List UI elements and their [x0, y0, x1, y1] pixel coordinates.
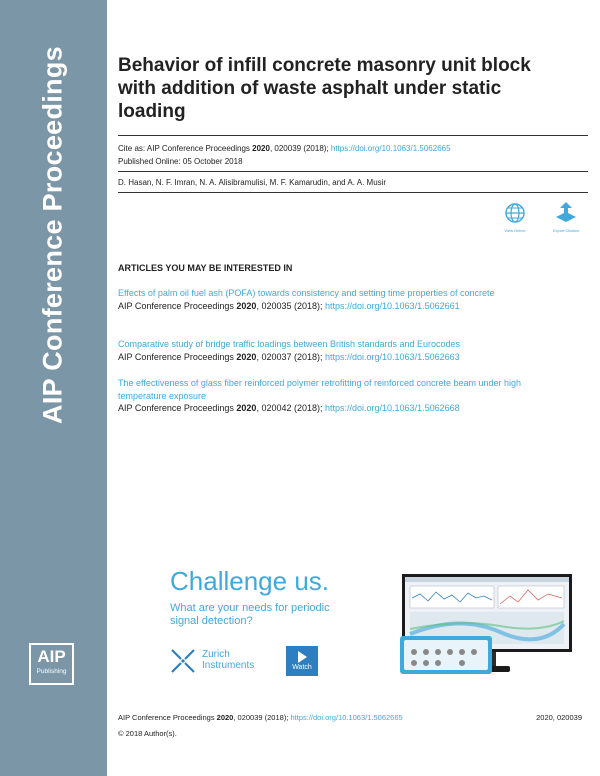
footer-citation — [118, 713, 403, 722]
related-article — [118, 377, 558, 415]
authors[interactable]: D. Hasan, N. F. Imran, N. A. Alisibramulisi, M. F. Kamarudin, and A. A. Musir — [118, 178, 387, 187]
related-doi-link[interactable]: https://doi.org/10.1063/1.5062663 — [325, 351, 460, 362]
footer-rest: , 020039 (2018); — [233, 713, 291, 722]
related-volume: 2020 — [236, 351, 257, 362]
related-articles-heading: ARTICLES YOU MAY BE INTERESTED IN — [118, 263, 293, 273]
sidebar — [0, 0, 107, 776]
view-online-button[interactable] — [495, 202, 535, 233]
export-citation-label: Export Citation — [552, 228, 580, 233]
related-doi-link[interactable]: https://doi.org/10.1063/1.5062668 — [325, 403, 460, 413]
divider — [118, 171, 588, 172]
related-doi-link[interactable]: https://doi.org/10.1063/1.5062661 — [325, 300, 460, 311]
related-volume: 2020 — [236, 300, 257, 311]
divider — [118, 192, 588, 193]
related-article — [118, 338, 558, 364]
published-date: Published Online: 05 October 2018 — [118, 157, 243, 166]
aip-publishing-logo[interactable] — [29, 643, 74, 685]
export-icon — [554, 202, 578, 224]
related-volume: 2020 — [236, 403, 257, 413]
watch-button[interactable] — [286, 646, 318, 676]
globe-icon — [504, 202, 526, 224]
footer-journal: AIP Conference Proceedings — [118, 713, 217, 722]
footer-page-ref: 2020, 020039 — [536, 713, 582, 722]
ad-brand-line2: Instruments — [202, 660, 255, 671]
ad-brand — [202, 649, 254, 671]
paper-title: Behavior of infill concrete masonry unit block with addition of waste asphalt under static loading — [118, 55, 531, 122]
watch-label: Watch — [292, 664, 312, 671]
cite-volume: 2020 — [252, 144, 270, 153]
cite-prefix: Cite as: AIP Conference Proceedings — [118, 144, 253, 153]
related-journal: AIP Conference Proceedings — [118, 300, 237, 311]
logo-subtext: Publishing — [36, 668, 67, 675]
monitor-instrument-illustration — [400, 574, 574, 684]
related-rest: , 020035 (2018); — [256, 300, 325, 311]
cite-rest: , 020039 (2018); — [269, 144, 331, 153]
footer-volume: 2020 — [216, 713, 234, 722]
related-article-title[interactable]: Effects of palm oil fuel ash (POFA) towards consistency and setting time properties of concrete — [118, 288, 495, 298]
view-online-label: View Online — [504, 228, 526, 233]
related-journal: AIP Conference Proceedings — [118, 403, 237, 413]
export-citation-button[interactable] — [546, 202, 586, 233]
advertisement-banner[interactable] — [160, 566, 580, 696]
zurich-instruments-logo-icon — [170, 648, 196, 674]
related-article-title[interactable]: Comparative study of bridge traffic loadings between British standards and Eurocodes — [118, 339, 461, 349]
copyright: © 2018 Author(s). — [118, 729, 177, 738]
related-article — [118, 287, 558, 313]
related-article-citation — [118, 300, 558, 313]
ad-brand-line1: Zurich — [202, 649, 230, 660]
citation-line — [118, 144, 451, 153]
related-article-citation — [118, 351, 558, 364]
logo-text: AIP — [37, 647, 66, 666]
related-rest: , 020037 (2018); — [256, 351, 325, 362]
related-article-title[interactable]: The effectiveness of glass fiber reinforced polymer retrofitting of reinforced concrete beam under high temperature exposure — [118, 378, 522, 401]
footer-doi-link[interactable]: https://doi.org/10.1063/1.5062665 — [290, 713, 403, 722]
journal-vertical-title: AIP Conference Proceedings — [37, 46, 68, 424]
paper-doi-link[interactable]: https://doi.org/10.1063/1.5062665 — [330, 144, 451, 153]
divider — [118, 135, 588, 136]
related-journal: AIP Conference Proceedings — [118, 351, 237, 362]
related-rest: , 020042 (2018); — [256, 403, 325, 413]
related-article-citation — [118, 402, 558, 415]
play-icon — [298, 651, 307, 663]
ad-subline: What are your needs for periodic signal detection? — [170, 602, 330, 627]
ad-headline: Challenge us. — [170, 566, 329, 596]
